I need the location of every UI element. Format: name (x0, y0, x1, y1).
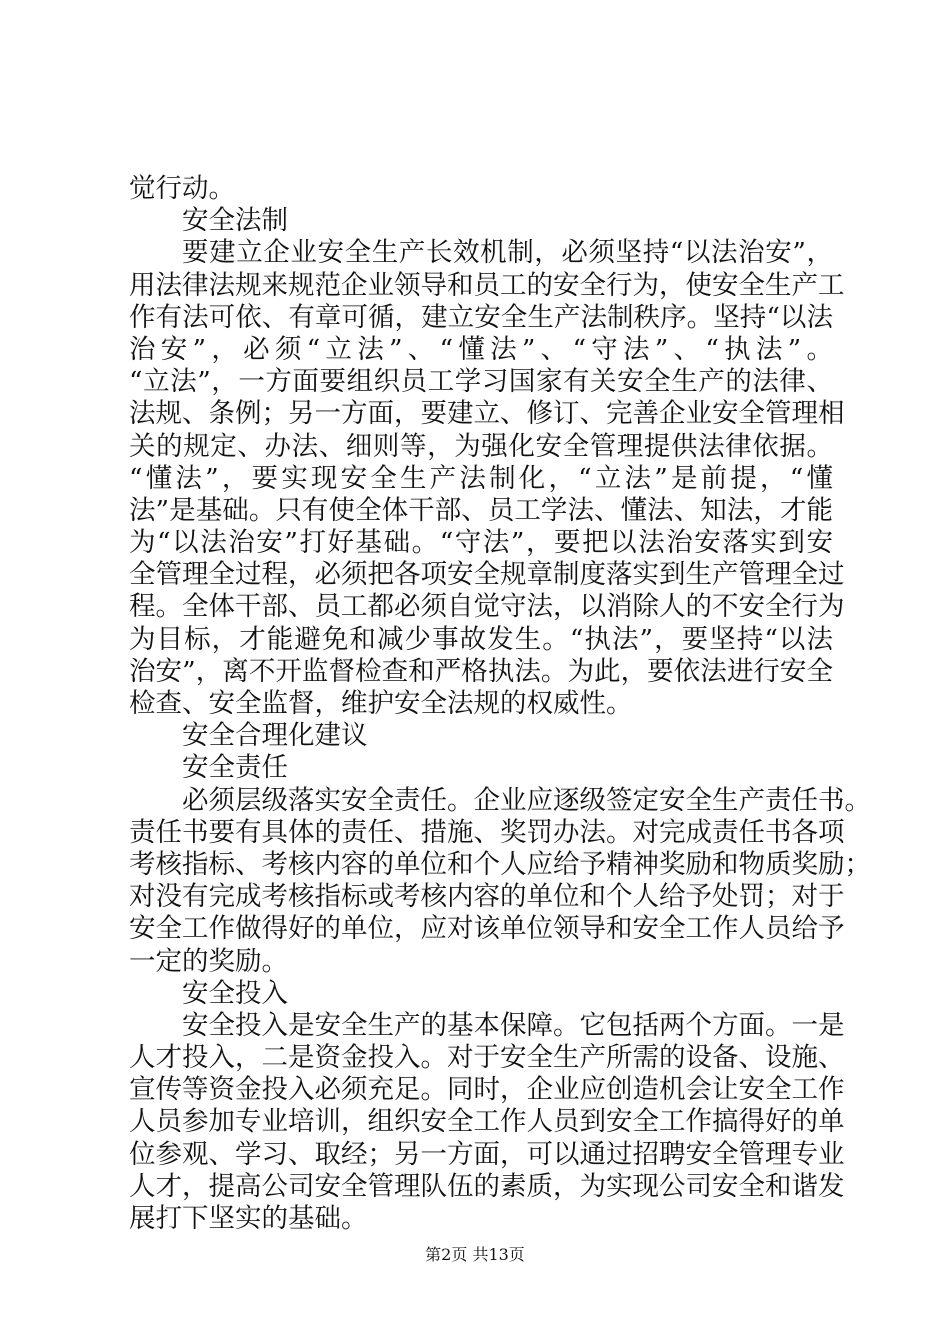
section-heading-safety-responsibility: 安全责任 (182, 752, 288, 784)
text-line: 人才，提高公司安全管理队伍的素质，为实现公司安全和谐发 (129, 1170, 845, 1202)
text-line: 为目标，才能避免和减少事故发生。“执法”，要坚持“以法 (129, 623, 833, 655)
section-heading-safety-suggestions: 安全合理化建议 (182, 720, 368, 752)
text-line: 安全工作做得好的单位，应对该单位领导和安全工作人员给予 (129, 913, 845, 945)
text-line: 法”是基础。只有使全体干部、员工学法、懂法、知法，才能 (129, 494, 833, 526)
text-line: 宣传等资金投入必须充足。同时，企业应创造机会让安全工作 (129, 1074, 845, 1106)
text-line: 程。全体干部、员工都必须自觉守法，以消除人的不安全行为 (129, 591, 845, 623)
text-line: 作有法可依、有章可循，建立安全生产法制秩序。坚持“以法 (129, 301, 833, 333)
text-line: 要建立企业安全生产长效机制，必须坚持“以法治安”， (182, 237, 833, 269)
text-line: 责任书要有具体的责任、措施、奖罚办法。对完成责任书各项 (129, 816, 845, 848)
text-line: 位参观、学习、取经；另一方面，可以通过招聘安全管理专业 (129, 1138, 845, 1170)
text-line: “懂法”，要实现安全生产法制化，“立法”是前提，“懂 (129, 462, 833, 494)
text-line: 全管理全过程，必须把各项安全规章制度落实到生产管理全过 (129, 559, 845, 591)
section-heading-legal-system: 安全法制 (182, 205, 288, 237)
section-heading-safety-investment: 安全投入 (182, 977, 288, 1009)
text-line: 必须层级落实安全责任。企业应逐级签定安全生产责任书。 (182, 784, 871, 816)
text-line: 治安”，必须“立法”、“懂法”、“守法”、“执法”。 (129, 333, 833, 365)
text-line: “立法”，一方面要组织员工学习国家有关安全生产的法律、 (129, 366, 833, 398)
text-line: 关的规定、办法、细则等，为强化安全管理提供法律依据。 (129, 430, 833, 462)
text-line: 用法律法规来规范企业领导和员工的安全行为，使安全生产工 (129, 269, 845, 301)
text-line: 一定的奖励。 (129, 945, 288, 977)
page-number-footer: 第2页 共13页 (425, 1245, 525, 1264)
text-line: 法规、条例；另一方面，要建立、修订、完善企业安全管理相 (129, 398, 845, 430)
text-line: 展打下坚实的基础。 (129, 1203, 368, 1234)
text-line: 觉行动。 (129, 173, 235, 204)
text-line: 对没有完成考核指标或考核内容的单位和个人给予处罚；对于 (129, 881, 845, 913)
document-body (129, 173, 871, 1235)
text-line: 为“以法治安”打好基础。“守法”，要把以法治安落实到安 (129, 527, 833, 559)
text-line: 安全投入是安全生产的基本保障。它包括两个方面。一是 (182, 1009, 845, 1041)
text-line: 检查、安全监督，维护安全法规的权威性。 (129, 688, 633, 719)
text-line: 人员参加专业培训，组织安全工作人员到安全工作搞得好的单 (129, 1106, 845, 1138)
text-line: 治安”，离不开监督检查和严格执法。为此，要依法进行安全 (129, 655, 833, 687)
text-line: 人才投入，二是资金投入。对于安全生产所需的设备、设施、 (129, 1042, 845, 1074)
text-line: 考核指标、考核内容的单位和个人应给予精神奖励和物质奖励； (129, 848, 871, 880)
